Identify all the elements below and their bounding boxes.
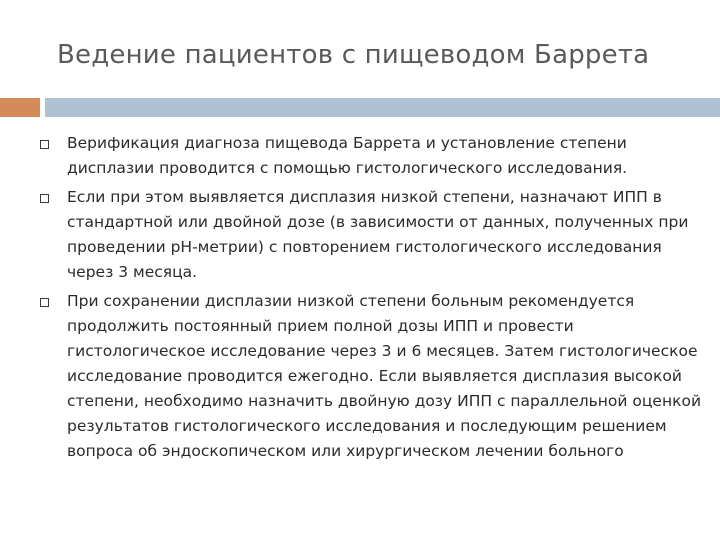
bullet-text: Если при этом выявляется дисплазия низкой степени, назначают ИПП в стандартной или двойной дозе (в зависимости от данных, полученных при проведении рН-метрии) с повторением гистологического исследования через 3 месяца. [67,188,689,281]
list-item [40,131,708,181]
title-divider-accent [0,98,40,117]
list-item [40,185,708,285]
hollow-square-icon [40,194,49,203]
bullet-list [40,131,708,468]
slide-title: Ведение пациентов с пищеводом Баррета [57,40,650,70]
title-divider-bar [45,98,720,117]
bullet-text: При сохранении дисплазии низкой степени больным рекомендуется продолжить постоянный прием полной дозы ИПП и провести гистологическое исследование через 3 и 6 месяцев. Затем гистологическое исследование проводится ежегодно. Если выявляется дисплазия высокой степени, необходимо назначить двойную дозу ИПП с параллельной оценкой результатов гистологического исследования и последующим решением вопроса об эндоскопическом или хирургическом лечении больного [67,292,702,460]
hollow-square-icon [40,298,49,307]
bullet-text: Верификация диагноза пищевода Баррета и установление степени дисплазии проводится с помощью гистологического исследования. [67,134,628,177]
hollow-square-icon [40,140,49,149]
list-item [40,289,708,464]
